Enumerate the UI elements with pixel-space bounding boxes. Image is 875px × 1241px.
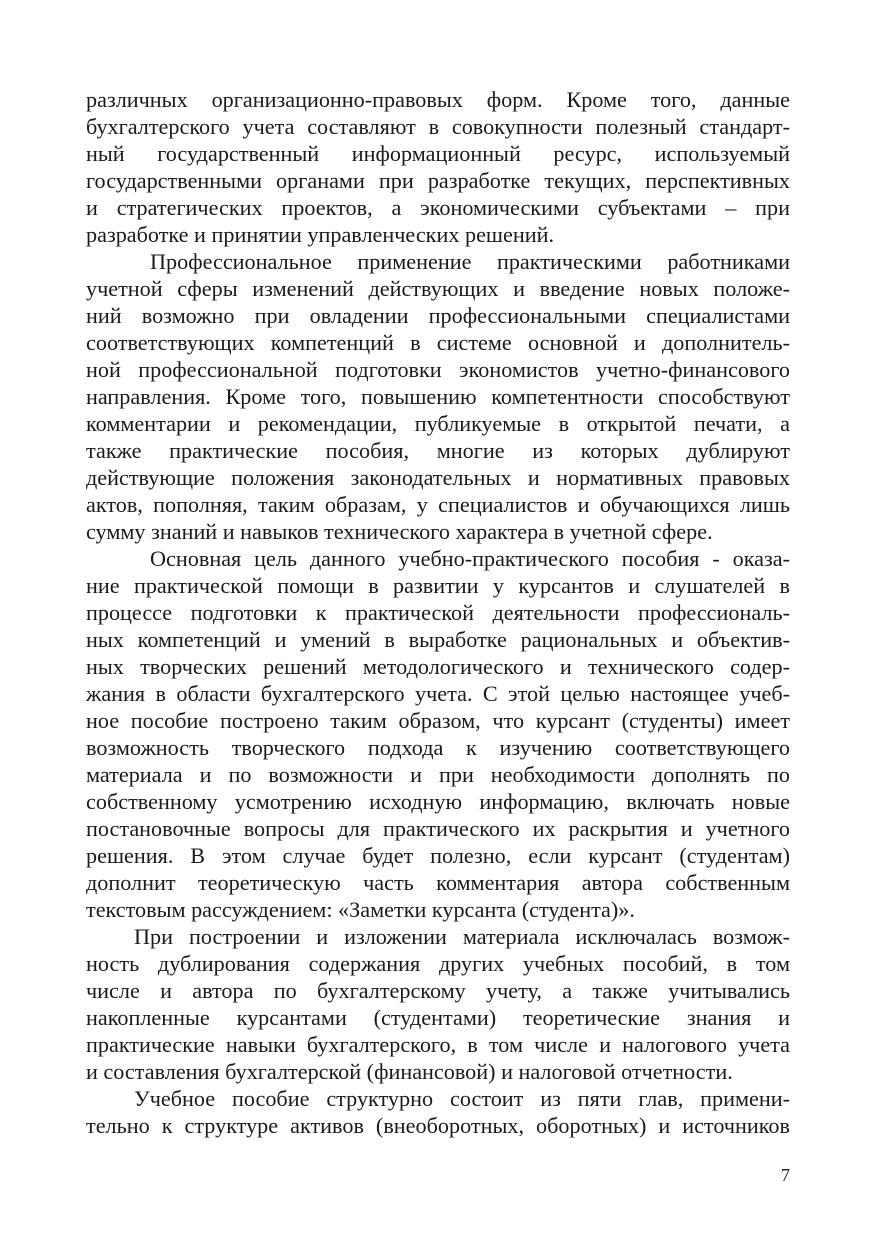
text-line: ное пособие построено таким образом, что курсант (студенты) имеет: [86, 708, 790, 733]
text-line: решения. В этом случае будет полезно, если курсант (студентам): [86, 843, 790, 868]
text-line: ный государственный информационный ресурс, используемый: [86, 141, 790, 166]
text-line: ность дублирования содержания других учебных пособий, в том: [86, 951, 790, 976]
text-line: собственному усмотрению исходную информацию, включать новые: [86, 789, 790, 814]
text-line: актов, пополняя, таким образам, у специалистов и обучающихся лишь: [86, 492, 790, 517]
text-line: соответствующих компетенций в системе основной и дополнитель-: [86, 330, 790, 355]
text-line: тельно к структуре активов (внеоборотных, оборотных) и источников: [86, 1113, 790, 1138]
page-number: 7: [781, 1165, 790, 1185]
text-line: числе и автора по бухгалтерскому учету, а также учитывались: [86, 978, 790, 1003]
text-line: ний возможно при овладении профессиональными специалистами: [86, 303, 790, 328]
text-line: При построении и изложении материала исключалась возмож-: [134, 924, 790, 949]
text-line: действующие положения законодательных и нормативных правовых: [86, 465, 790, 490]
text-line: накопленные курсантами (студентами) теоретические знания и: [86, 1005, 790, 1030]
text-line: также практические пособия, многие из которых дублируют: [86, 438, 790, 463]
text-line: ной профессиональной подготовки экономистов учетно-финансового: [86, 357, 790, 382]
text-line: возможность творческого подхода к изучению соответствующего: [86, 735, 790, 760]
text-line: различных организационно-правовых форм. Кроме того, данные: [86, 87, 790, 112]
text-line: текстовым рассуждением: «Заметки курсанта (студента)».: [86, 897, 635, 922]
text-line: и стратегических проектов, а экономическими субъектами – при: [86, 195, 790, 220]
text-line: ных творческих решений методологического и технического содер-: [86, 654, 790, 679]
text-line: процессе подготовки к практической деятельности профессиональ-: [86, 600, 790, 625]
text-line: государственными органами при разработке текущих, перспективных: [86, 168, 790, 193]
text-line: ние практической помощи в развитии у курсантов и слушателей в: [86, 573, 790, 598]
text-line: бухгалтерского учета составляют в совокупности полезный стандарт-: [86, 114, 790, 139]
text-line: ных компетенций и умений в выработке рациональных и объектив-: [86, 627, 790, 652]
text-line: разработке и принятии управленческих решений.: [86, 222, 555, 247]
text-line: и составления бухгалтерской (финансовой) и налоговой отчетности.: [86, 1059, 733, 1084]
text-line: направления. Кроме того, повышению компетентности способствуют: [86, 384, 790, 409]
text-line: жания в области бухгалтерского учета. С этой целью настоящее учеб-: [86, 681, 790, 706]
text-line: учетной сферы изменений действующих и введение новых положе-: [86, 276, 790, 301]
text-line: комментарии и рекомендации, публикуемые в открытой печати, а: [86, 411, 790, 436]
text-line: постановочные вопросы для практического их раскрытия и учетного: [86, 816, 790, 841]
text-line: Учебное пособие структурно состоит из пяти глав, примени-: [134, 1086, 790, 1111]
text-line: дополнит теоретическую часть комментария автора собственным: [86, 870, 790, 895]
text-line: материала и по возможности и при необходимости дополнять по: [86, 762, 790, 787]
text-line: сумму знаний и навыков технического характера в учетной сфере.: [86, 519, 713, 544]
text-line: практические навыки бухгалтерского, в том числе и налогового учета: [86, 1032, 790, 1057]
text-line: Основная цель данного учебно-практического пособия - оказа-: [150, 546, 790, 571]
text-line: Профессиональное применение практическими работниками: [150, 249, 790, 274]
